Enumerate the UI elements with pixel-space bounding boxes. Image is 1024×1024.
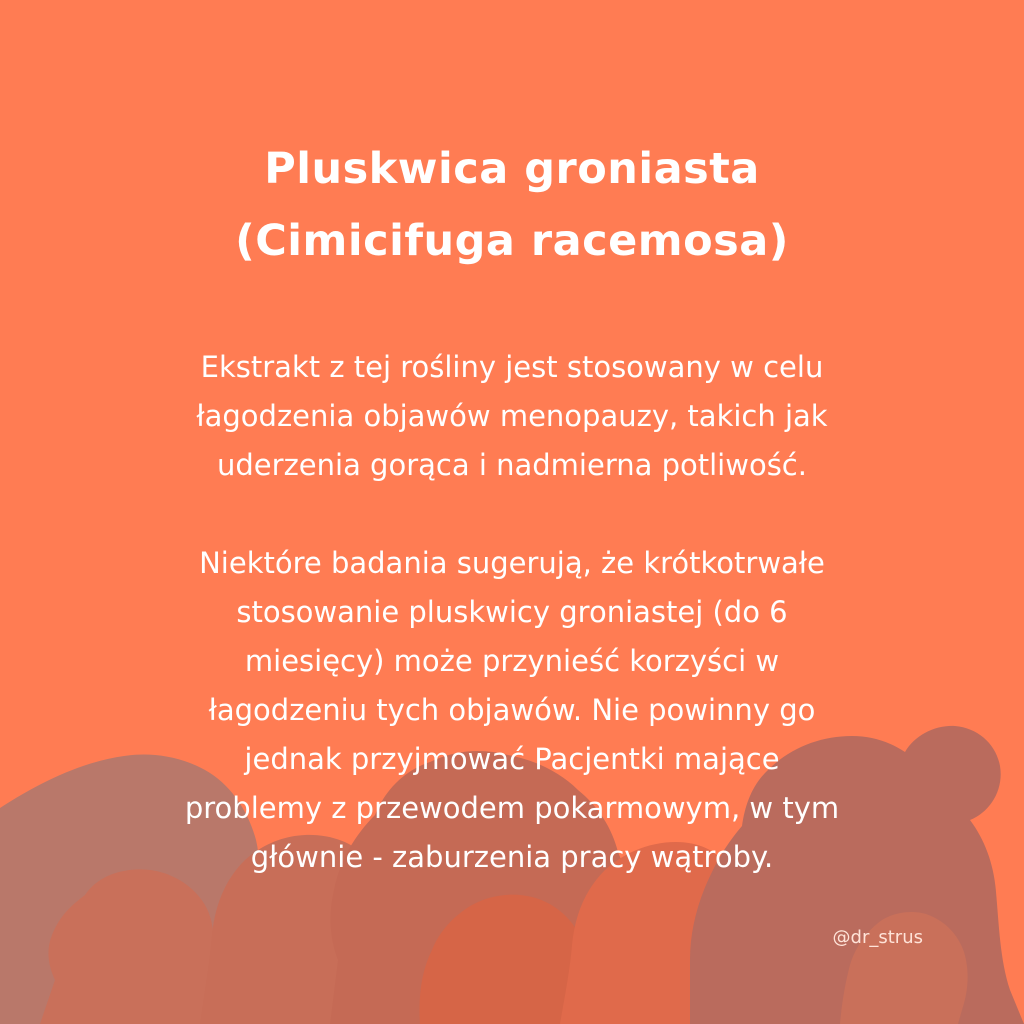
paragraph-1-line-2: łagodzenia objawów menopauzy, takich jak xyxy=(196,399,828,433)
paragraph-2-line-2: stosowanie pluskwicy groniastej (do 6 xyxy=(236,595,788,629)
paragraph-2-line-5: jednak przyjmować Pacjentki mające xyxy=(244,742,780,776)
paragraph-2-line-1: Niektóre badania sugerują, że krótkotrwałe xyxy=(199,546,825,580)
author-handle: @dr_strus xyxy=(832,927,923,948)
paragraph-2-line-3: miesięcy) może przynieść korzyści w xyxy=(244,644,780,678)
paragraph-2-line-7: głównie - zaburzenia pracy wątroby. xyxy=(250,840,774,874)
paragraph-2-line-4: łagodzeniu tych objawów. Nie powinny go xyxy=(208,693,816,727)
paragraph-research-warning xyxy=(62,539,962,882)
title-line-1: Pluskwica groniasta xyxy=(264,144,760,194)
title-line-2: (Cimicifuga racemosa) xyxy=(235,216,789,266)
paragraph-extract-use xyxy=(62,343,962,490)
paragraph-1-line-1: Ekstrakt z tej rośliny jest stosowany w celu xyxy=(200,350,824,384)
paragraph-2-line-6: problemy z przewodem pokarmowym, w tym xyxy=(184,791,840,825)
paragraph-1-line-3: uderzenia gorąca i nadmierna potliwość. xyxy=(217,448,807,482)
